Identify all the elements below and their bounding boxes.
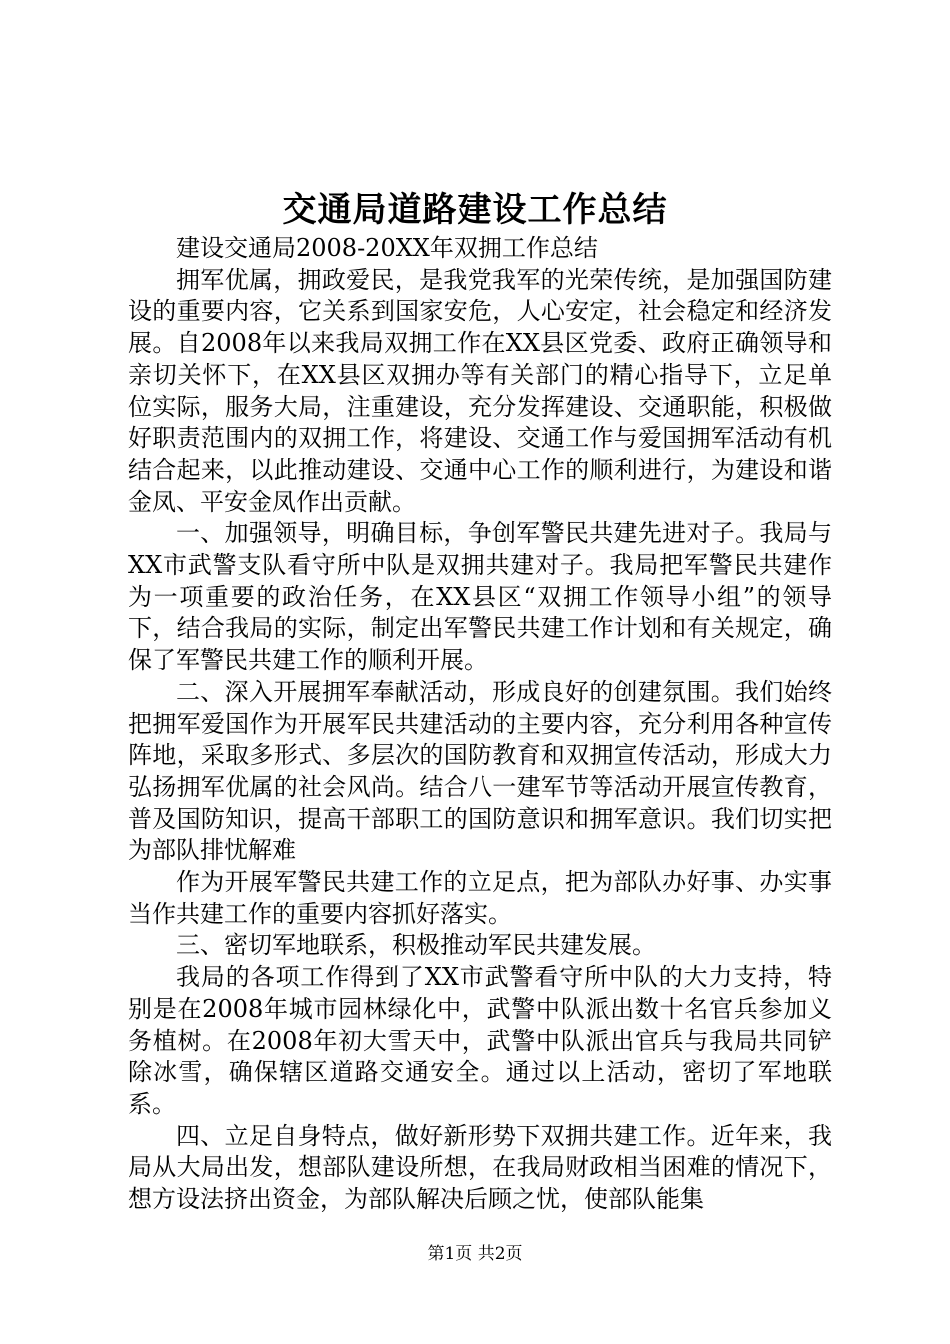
paragraph-intro: 拥军优属，拥政爱民，是我党我军的光荣传统，是加强国防建设的重要内容，它关系到国家安危，人心安定，社会稳定和经济发展。自2008年以来我局双拥工作在XX县区党委、政府正确领导和亲切关怀下，在XX县区双拥办等有关部门的精心指导下，立足单位实际，服务大局，注重建设，充分发挥建设、交通职能，积极做好职责范围内的双拥工作，将建设、交通工作与爱国拥军活动有机结合起来，以此推动建设、交通中心工作的顺利进行，为建设和谐金凤、平安金凤作出贡献。: [128, 265, 832, 516]
paragraph-section-2: 二、深入开展拥军奉献活动，形成良好的创建氛围。我们始终把拥军爱国作为开展军民共建活动的主要内容，充分利用各种宣传阵地，采取多形式、多层次的国防教育和双拥宣传活动，形成大力弘扬拥军优属的社会风尚。结合八一建军节等活动开展宣传教育，普及国防知识，提高干部职工的国防意识和拥军意识。我们切实把为部队排忧解难: [128, 677, 832, 865]
paragraph-section-2-continued: 作为开展军警民共建工作的立足点，把为部队办好事、办实事当作共建工作的重要内容抓好落实。: [128, 868, 832, 928]
page-number-label: 第1页 共2页: [427, 1244, 523, 1264]
document-subtitle: 建设交通局2008-20XX年双拥工作总结: [176, 234, 598, 262]
paragraph-section-4: 四、立足自身特点，做好新形势下双拥共建工作。近年来，我局从大局出发，想部队建设所想，在我局财政相当困难的情况下，想方设法挤出资金，为部队解决后顾之忧，使部队能集: [128, 1121, 832, 1214]
paragraph-section-3: 我局的各项工作得到了XX市武警看守所中队的大力支持，特别是在2008年城市园林绿化中，武警中队派出数十名官兵参加义务植树。在2008年初大雪天中，武警中队派出官兵与我局共同铲除冰雪，确保辖区道路交通安全。通过以上活动，密切了军地联系。: [128, 963, 832, 1118]
document-body: [128, 233, 832, 1216]
paragraph-section-1: 一、加强领导，明确目标，争创军警民共建先进对子。我局与XX市武警支队看守所中队是双拥共建对子。我局把军警民共建作为一项重要的政治任务，在XX县区“双拥工作领导小组”的领导下，结合我局的实际，制定出军警民共建工作计划和有关规定，确保了军警民共建工作的顺利开展。: [128, 519, 832, 675]
page-footer: [0, 1242, 950, 1266]
paragraph-section-3-heading: 三、密切军地联系，积极推动军民共建发展。: [176, 931, 656, 960]
document-title: 交通局道路建设工作总结: [282, 190, 668, 230]
